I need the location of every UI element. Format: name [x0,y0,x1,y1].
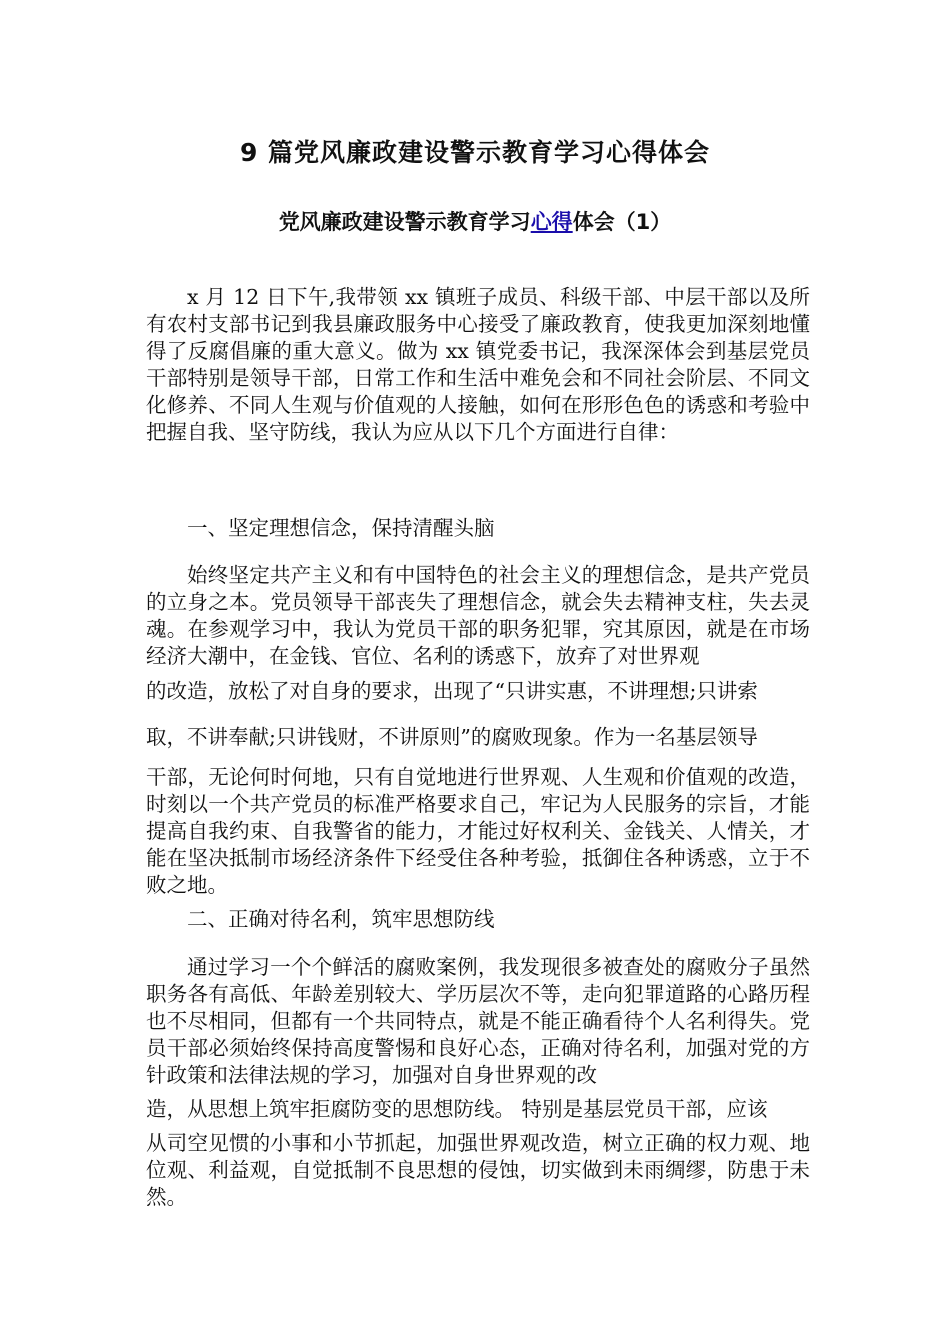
section-title-prefix: 党风廉政建设警示教育学习 [278,210,531,234]
paragraph-2-part-3: 取，不讲奉献;只讲钱财，不讲原则”的腐败现象。作为一名基层领导 [146,725,758,749]
paragraph-2-part-4: 干部，无论何时何地，只有自觉地进行世界观、人生观和价值观的改造，时刻以一个共产党员的标准严格要求自己，牢记为人民服务的宗旨，才能提高自我约束、自我警省的能力，才能过好权利关、金钱关、人情关，才能在坚决抵制市场经济条件下经受住各种考验，抵御住各种诱惑，立于不败之地。 [146,765,810,897]
section-title-suffix: 体会（1） [572,210,672,234]
paragraph-3-part-3: 从司空见惯的小事和小节抓起，加强世界观改造，树立正确的权力观、地位观、利益观，自觉抵制不良思想的侵蚀，切实做到未雨绸缪，防患于未然。 [146,1131,810,1209]
subheading-1: 一、坚定理想信念，保持清醒头脑 [187,516,495,540]
subheading-2: 二、正确对待名利，筑牢思想防线 [187,907,495,931]
paragraph-3-part-2: 造，从思想上筑牢拒腐防变的思想防线。 特别是基层党员干部，应该 [146,1097,768,1121]
paragraph-2-part-1: 始终坚定共产主义和有中国特色的社会主义的理想信念，是共产党员的立身之本。党员领导干部丧失了理想信念，就会失去精神支柱，失去灵魂。在参观学习中，我认为党员干部的职务犯罪，究其原因，就是在市场经济大潮中，在金钱、官位、名利的诱惑下，放弃了对世界观 [146,563,810,668]
paragraph-intro: x 月 12 日下午,我带领 xx 镇班子成员、科级干部、中层干部以及所有农村支部书记到我县廉政服务中心接受了廉政教育，使我更加深刻地懂得了反腐倡廉的重大意义。做为 xx 镇党委书记，我深深体会到基层党员干部特别是领导干部，日常工作和生活中难免会和不同社会阶层、不同文化修养、不同人生观与价值观的人接触，如何在形形色色的诱惑和考验中把握自我、坚守防线，我认为应从以下几个方面进行自律： [146,285,810,444]
section-title-link[interactable]: 心得 [530,210,573,234]
paragraph-2-part-2: 的改造，放松了对自身的要求，出现了“只讲实惠，不讲理想;只讲索 [146,679,758,703]
document-title: 9 篇党风廉政建设警示教育学习心得体会 [239,138,711,167]
paragraph-3-part-1: 通过学习一个个鲜活的腐败案例，我发现很多被查处的腐败分子虽然职务各有高低、年龄差别较大、学历层次不等，走向犯罪道路的心路历程也不尽相同，但都有一个共同特点，就是不能正确看待个人名利得失。党员干部必须始终保持高度警惕和良好心态，正确对待名利，加强对党的方针政策和法律法规的学习，加强对自身世界观的改 [146,955,810,1087]
section-title [0,206,950,236]
